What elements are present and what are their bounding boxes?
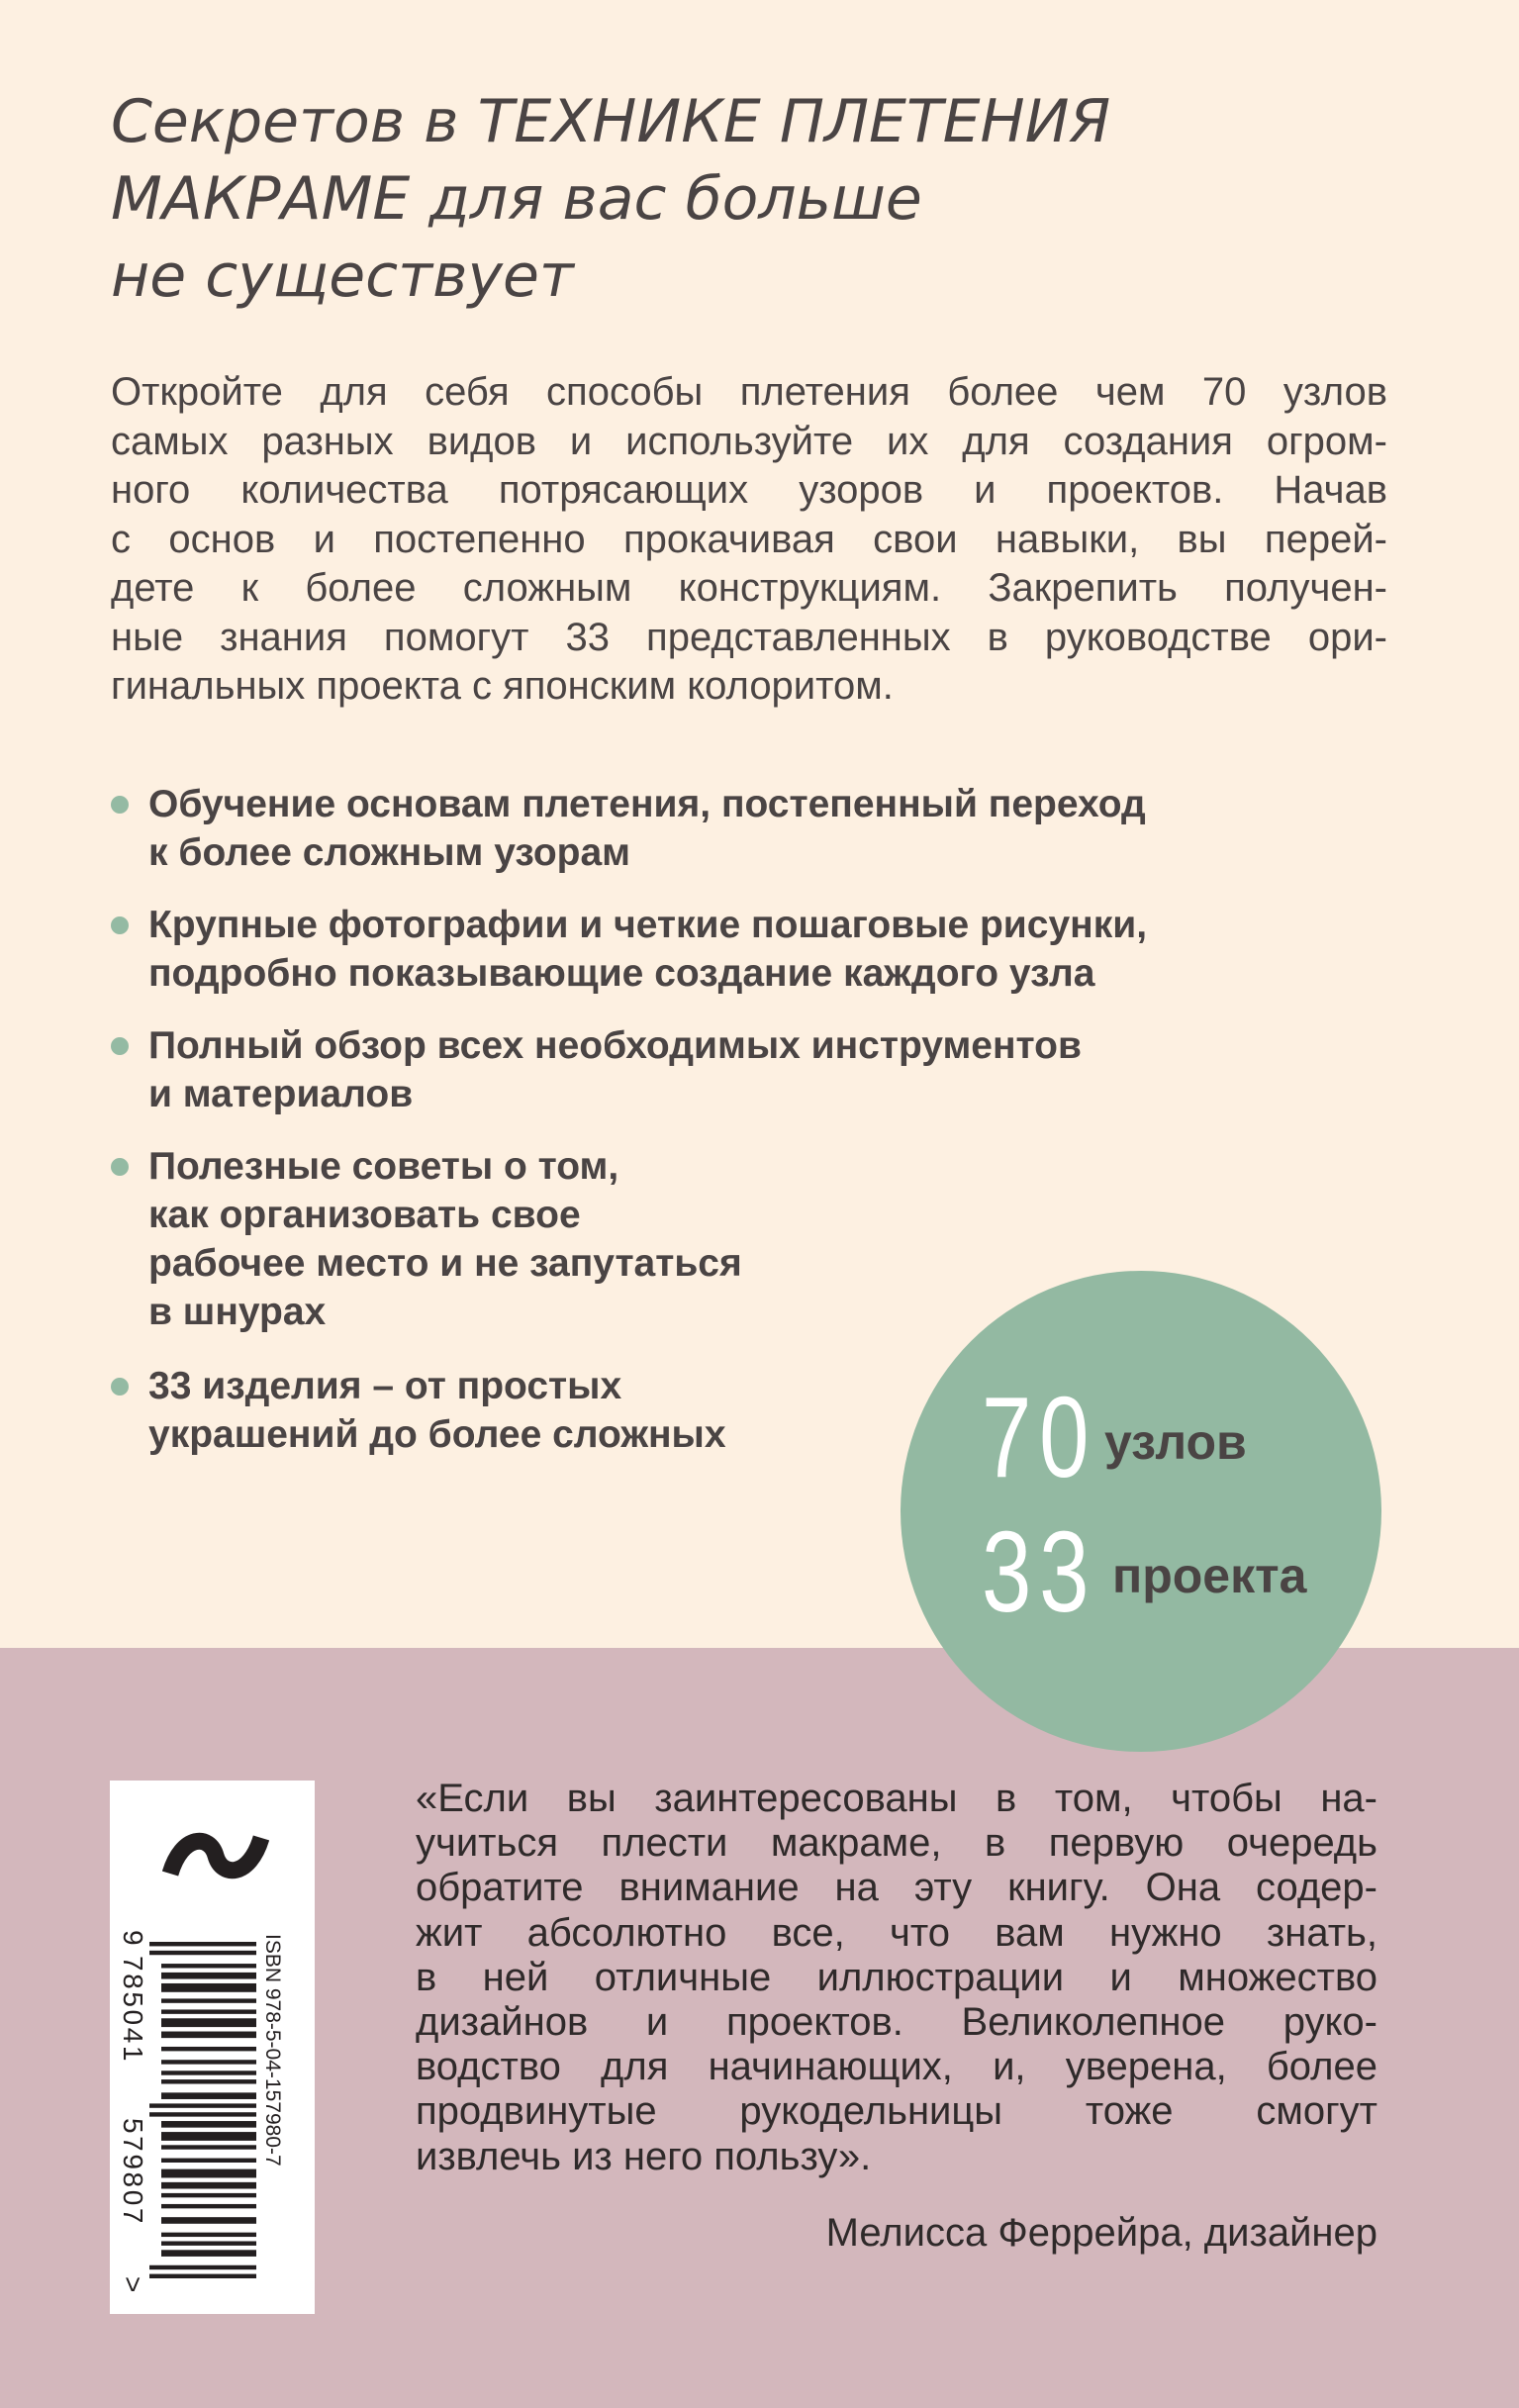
barcode-digit-group: 785041 <box>118 1956 148 2065</box>
headline <box>111 83 1427 315</box>
feature-line: украшений до более сложных <box>148 1413 726 1456</box>
feature-line: рабочее место и не запутаться <box>148 1242 742 1285</box>
quote-line: извлечь из него пользу». <box>416 2134 872 2178</box>
stat-label-projects: проекта <box>1112 1548 1307 1603</box>
intro-line: самых разных видов и используйте их для создания огром- <box>111 419 1387 463</box>
feature-line: Полезные советы о том, <box>148 1145 619 1188</box>
barcode-bar <box>161 2182 256 2189</box>
barcode-bar <box>149 1951 256 1955</box>
testimonial-quote <box>416 1777 1377 2179</box>
barcode-bar <box>161 2145 256 2149</box>
barcode-bar <box>161 2032 256 2039</box>
intro-line: ные знания помогут 33 представленных в руководстве ори- <box>111 615 1387 659</box>
barcode-digits <box>118 1930 148 2293</box>
stat-number-projects: 33 <box>982 1507 1097 1636</box>
bullet-dot-icon <box>111 1158 129 1176</box>
barcode-bar <box>161 2060 256 2064</box>
feature-line: к более сложным узорам <box>148 831 631 874</box>
feature-line: в шнурах <box>148 1291 327 1333</box>
stats-badge <box>901 1271 1381 1752</box>
feature-line: Крупные фотографии и четкие пошаговые рисунки, <box>148 904 1148 946</box>
quote-line: «Если вы заинтересованы в том, чтобы на- <box>416 1777 1377 1820</box>
barcode-bar <box>161 2009 256 2013</box>
barcode-bar <box>161 2079 256 2083</box>
barcode-digit-group: 579807 <box>118 2118 148 2227</box>
intro-line: с основ и постепенно прокачивая свои навыки, вы перей- <box>111 517 1387 561</box>
intro-line: ного количества потрясающих узоров и проектов. Начав <box>111 468 1387 512</box>
intro-line: Откройте для себя способы плетения более чем 70 узлов <box>111 370 1387 414</box>
headline-line: Секретов в ТЕХНИКЕ ПЛЕТЕНИЯ <box>111 87 1111 156</box>
barcode-bar <box>161 1983 256 1992</box>
barcode-bar <box>161 2092 256 2099</box>
isbn-barcode-panel <box>110 1781 315 2314</box>
barcode-bar <box>161 1964 256 1968</box>
barcode-bar <box>161 2241 256 2245</box>
barcode-bar <box>161 2217 256 2224</box>
barcode-icon <box>149 1942 256 2278</box>
barcode-bar <box>161 1973 256 1979</box>
feature-line: 33 изделия – от простых <box>148 1365 622 1407</box>
publisher-logo-icon <box>162 1804 269 1909</box>
feature-line: как организовать свое <box>148 1194 581 1236</box>
barcode-bar <box>149 2274 256 2278</box>
feature-line: Полный обзор всех необходимых инструментов <box>148 1024 1082 1067</box>
barcode-bar <box>161 2121 256 2128</box>
barcode-bar <box>161 2169 256 2178</box>
bullet-dot-icon <box>111 1037 129 1055</box>
quote-line: обратите внимание на эту книгу. Она содер- <box>416 1866 1377 1910</box>
quote-line: водство для начинающих, и, уверена, более <box>416 2045 1377 2089</box>
quote-attribution: Мелисса Феррейра, дизайнер <box>825 2211 1377 2255</box>
barcode-bar <box>161 2233 256 2237</box>
quote-line: продвинутые рукодельницы тоже смогут <box>416 2089 1377 2134</box>
quote-line: дизайнов и проектов. Великолепное руко- <box>416 2000 1377 2045</box>
bullet-dot-icon <box>111 796 129 814</box>
stat-label-knots: узлов <box>1104 1414 1247 1470</box>
barcode-bar <box>161 2018 256 2027</box>
barcode-digit-group: > <box>118 2276 148 2293</box>
barcode-digit-group: 9 <box>118 1930 148 1946</box>
barcode-bar <box>161 2047 256 2051</box>
barcode-bar <box>161 2132 256 2141</box>
intro-line: дете к более сложным конструкциям. Закрепить получен- <box>111 566 1387 610</box>
barcode-bar <box>161 2193 256 2197</box>
bullet-dot-icon <box>111 1378 129 1396</box>
barcode-block <box>112 1930 284 2293</box>
barcode-bar <box>149 2103 256 2107</box>
barcode-bar <box>161 2204 256 2208</box>
bullet-dot-icon <box>111 916 129 934</box>
barcode-bar <box>161 2250 256 2257</box>
quote-line: жит абсолютно все, что вам нужно знать, <box>416 1910 1377 1955</box>
barcode-bar <box>161 2071 256 2074</box>
isbn-number: ISBN 978-5-04-157980-7 <box>261 1934 284 2167</box>
intro-line: гинальных проекта с японским колоритом. <box>111 664 894 708</box>
intro-paragraph <box>111 368 1387 712</box>
headline-line: не существует <box>111 241 574 311</box>
barcode-bar <box>161 2159 256 2163</box>
headline-line: МАКРАМЕ для вас больше <box>111 164 922 234</box>
feature-line: подробно показывающие создание каждого узла <box>148 952 1095 995</box>
quote-line: учиться плести макраме, в первую очередь <box>416 1821 1377 1866</box>
quote-line: в ней отличные иллюстрации и множество <box>416 1955 1377 1999</box>
barcode-bar <box>149 1942 256 1946</box>
barcode-bar <box>161 1998 256 2002</box>
feature-line: Обучение основам плетения, постепенный переход <box>148 783 1146 825</box>
stat-number-knots: 70 <box>982 1373 1097 1501</box>
barcode-bar <box>149 2265 256 2269</box>
barcode-bar <box>149 2112 256 2116</box>
feature-line: и материалов <box>148 1073 414 1115</box>
